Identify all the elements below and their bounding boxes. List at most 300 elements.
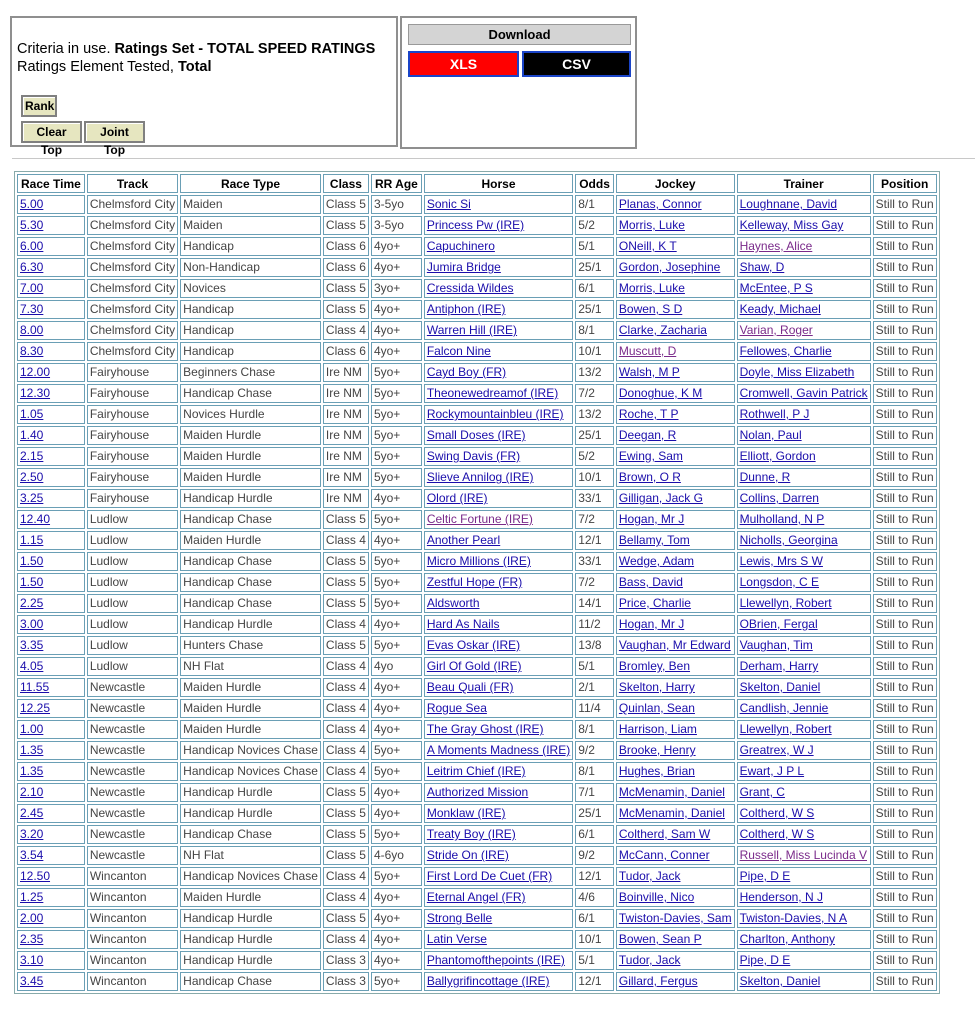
trainer-link[interactable]: Keady, Michael	[739, 302, 821, 316]
cell-trainer	[737, 678, 871, 697]
xls-download-button[interactable]: XLS	[408, 51, 519, 77]
horse-link[interactable]: Cressida Wildes	[426, 281, 514, 295]
jockey-link[interactable]: Bowen, Sean P	[618, 932, 702, 946]
race-time-link[interactable]: 12.50	[20, 869, 51, 883]
cell-rr-age: 4yo+	[371, 699, 422, 718]
race-time-link[interactable]: 2.15	[20, 449, 44, 463]
race-time-link[interactable]: 3.35	[20, 638, 44, 652]
cell-track: Wincanton	[87, 930, 178, 949]
cell-trainer	[737, 825, 871, 844]
jockey-link[interactable]: Brown, O R	[618, 470, 681, 484]
table-row	[17, 846, 937, 865]
race-time-link[interactable]: 3.20	[20, 827, 44, 841]
jockey-link[interactable]: McCann, Conner	[618, 848, 710, 862]
cell-class: Class 5	[323, 573, 369, 592]
cell-horse	[424, 615, 573, 634]
race-time-link[interactable]: 8.30	[20, 344, 44, 358]
race-time-link[interactable]: 6.30	[20, 260, 44, 274]
cell-race-time	[17, 594, 85, 613]
trainer-link[interactable]: Skelton, Daniel	[739, 974, 821, 988]
cell-trainer	[737, 951, 871, 970]
jockey-link[interactable]: Bellamy, Tom	[618, 533, 690, 547]
trainer-link[interactable]: Grant, C	[739, 785, 785, 799]
race-time-link[interactable]: 2.35	[20, 932, 44, 946]
cell-track: Wincanton	[87, 951, 178, 970]
trainer-link[interactable]: Derham, Harry	[739, 659, 819, 673]
jockey-link[interactable]: Morris, Luke	[618, 281, 685, 295]
cell-horse	[424, 678, 573, 697]
trainer-link[interactable]: Skelton, Daniel	[739, 680, 821, 694]
jockey-link[interactable]: Donoghue, K M	[618, 386, 703, 400]
jockey-link[interactable]: Hogan, Mr J	[618, 512, 685, 526]
trainer-link[interactable]: Greatrex, W J	[739, 743, 814, 757]
horse-link[interactable]: Swing Davis (FR)	[426, 449, 521, 463]
jockey-link[interactable]: Tudor, Jack	[618, 869, 681, 883]
horse-link[interactable]: Monklaw (IRE)	[426, 806, 506, 820]
race-time-link[interactable]: 12.30	[20, 386, 51, 400]
race-time-link[interactable]: 3.45	[20, 974, 44, 988]
horse-link[interactable]: Eternal Angel (FR)	[426, 890, 526, 904]
race-time-link[interactable]: 12.00	[20, 365, 51, 379]
race-time-link[interactable]: 8.00	[20, 323, 44, 337]
trainer-link[interactable]: Kelleway, Miss Gay	[739, 218, 844, 232]
table-row	[17, 951, 937, 970]
jockey-link[interactable]: Tudor, Jack	[618, 953, 681, 967]
cell-jockey	[616, 552, 735, 571]
jockey-link[interactable]: Harrison, Liam	[618, 722, 697, 736]
race-time-link[interactable]: 7.00	[20, 281, 44, 295]
table-row	[17, 888, 937, 907]
cell-position: Still to Run	[873, 405, 937, 424]
trainer-link[interactable]: Longsdon, C E	[739, 575, 819, 589]
horse-link[interactable]: Hard As Nails	[426, 617, 500, 631]
horse-link[interactable]: Falcon Nine	[426, 344, 491, 358]
cell-race-time	[17, 195, 85, 214]
horse-link[interactable]: Rockymountainbleu (IRE)	[426, 407, 564, 421]
jockey-link[interactable]: Clarke, Zacharia	[618, 323, 707, 337]
jockey-link[interactable]: Twiston-Davies, Sam	[618, 911, 732, 925]
cell-class: Class 6	[323, 237, 369, 256]
horse-link[interactable]: A Moments Madness (IRE)	[426, 743, 571, 757]
cell-race-time	[17, 825, 85, 844]
cell-position: Still to Run	[873, 846, 937, 865]
cell-horse	[424, 720, 573, 739]
cell-rr-age: 4yo+	[371, 300, 422, 319]
criteria-prefix: Criteria in use.	[17, 41, 115, 57]
cell-horse	[424, 447, 573, 466]
cell-race-time	[17, 720, 85, 739]
race-time-link[interactable]: 5.00	[20, 197, 44, 211]
horse-link[interactable]: Antiphon (IRE)	[426, 302, 506, 316]
cell-rr-age: 5yo+	[371, 405, 422, 424]
cell-track: Ludlow	[87, 636, 178, 655]
horse-link[interactable]: The Gray Ghost (IRE)	[426, 722, 544, 736]
cell-position: Still to Run	[873, 510, 937, 529]
cell-odds: 4/6	[575, 888, 614, 907]
cell-jockey	[616, 573, 735, 592]
jockey-link[interactable]: Price, Charlie	[618, 596, 691, 610]
cell-track: Newcastle	[87, 699, 178, 718]
cell-race-time	[17, 636, 85, 655]
jockey-link[interactable]: Planas, Connor	[618, 197, 702, 211]
cell-position: Still to Run	[873, 195, 937, 214]
jockey-link[interactable]: Gilligan, Jack G	[618, 491, 703, 505]
trainer-link[interactable]: McEntee, P S	[739, 281, 813, 295]
jockey-link[interactable]: Bromley, Ben	[618, 659, 691, 673]
trainer-link[interactable]: Twiston-Davies, N A	[739, 911, 847, 925]
race-time-link[interactable]: 6.00	[20, 239, 44, 253]
cell-position: Still to Run	[873, 258, 937, 277]
column-header-race-type: Race Type	[180, 174, 321, 193]
race-time-link[interactable]: 2.50	[20, 470, 44, 484]
jockey-link[interactable]: Morris, Luke	[618, 218, 685, 232]
csv-download-button[interactable]: CSV	[522, 51, 631, 77]
horse-link[interactable]: Latin Verse	[426, 932, 487, 946]
cell-rr-age: 3-5yo	[371, 195, 422, 214]
cell-position: Still to Run	[873, 699, 937, 718]
cell-position: Still to Run	[873, 636, 937, 655]
cell-jockey	[616, 342, 735, 361]
jockey-link[interactable]: Gillard, Fergus	[618, 974, 698, 988]
cell-horse	[424, 468, 573, 487]
trainer-link[interactable]: Russell, Miss Lucinda V	[739, 848, 867, 862]
cell-position: Still to Run	[873, 489, 937, 508]
table-row	[17, 363, 937, 382]
race-time-link[interactable]: 12.40	[20, 512, 51, 526]
cell-odds: 7/2	[575, 510, 614, 529]
cell-trainer	[737, 972, 871, 991]
cell-jockey	[616, 762, 735, 781]
jockey-link[interactable]: Brooke, Henry	[618, 743, 696, 757]
cell-position: Still to Run	[873, 384, 937, 403]
cell-race-type: Handicap Chase	[180, 384, 321, 403]
table-row	[17, 195, 937, 214]
jockey-link[interactable]: Bass, David	[618, 575, 683, 589]
cell-position: Still to Run	[873, 762, 937, 781]
cell-trainer	[737, 741, 871, 760]
cell-track: Chelmsford City	[87, 321, 178, 340]
race-time-link[interactable]: 11.55	[20, 680, 50, 694]
cell-race-type: Maiden Hurdle	[180, 720, 321, 739]
horse-link[interactable]: Evas Oskar (IRE)	[426, 638, 521, 652]
clear-top-button[interactable]: Clear Top	[21, 121, 82, 143]
trainer-link[interactable]: Mulholland, N P	[739, 512, 825, 526]
horse-link[interactable]: Sonic Si	[426, 197, 471, 211]
cell-race-time	[17, 678, 85, 697]
cell-rr-age: 4yo+	[371, 489, 422, 508]
cell-jockey	[616, 783, 735, 802]
horse-link[interactable]: Slieve Annilog (IRE)	[426, 470, 534, 484]
jockey-link[interactable]: ONeill, K T	[618, 239, 677, 253]
cell-race-time	[17, 384, 85, 403]
trainer-link[interactable]: Vaughan, Tim	[739, 638, 813, 652]
cell-odds: 7/1	[575, 783, 614, 802]
horse-link[interactable]: Jumira Bridge	[426, 260, 501, 274]
race-time-link[interactable]: 1.35	[20, 743, 44, 757]
trainer-link[interactable]: Dunne, R	[739, 470, 791, 484]
trainer-link[interactable]: Henderson, N J	[739, 890, 823, 904]
horse-link[interactable]: Small Doses (IRE)	[426, 428, 526, 442]
cell-track: Ludlow	[87, 594, 178, 613]
jockey-link[interactable]: Bowen, S D	[618, 302, 683, 316]
trainer-link[interactable]: Varian, Roger	[739, 323, 813, 337]
race-time-link[interactable]: 5.30	[20, 218, 44, 232]
cell-position: Still to Run	[873, 657, 937, 676]
race-time-link[interactable]: 1.35	[20, 764, 44, 778]
jockey-link[interactable]: Coltherd, Sam W	[618, 827, 711, 841]
table-row	[17, 237, 937, 256]
cell-odds: 7/2	[575, 573, 614, 592]
race-time-link[interactable]: 1.50	[20, 575, 44, 589]
cell-odds: 14/1	[575, 594, 614, 613]
jockey-link[interactable]: Boinville, Nico	[618, 890, 695, 904]
cell-rr-age: 4yo+	[371, 237, 422, 256]
cell-position: Still to Run	[873, 363, 937, 382]
cell-track: Newcastle	[87, 825, 178, 844]
race-time-link[interactable]: 1.00	[20, 722, 44, 736]
cell-horse	[424, 216, 573, 235]
cell-jockey	[616, 615, 735, 634]
trainer-link[interactable]: Candlish, Jennie	[739, 701, 829, 715]
horse-link[interactable]: Strong Belle	[426, 911, 493, 925]
cell-class: Class 4	[323, 657, 369, 676]
cell-position: Still to Run	[873, 237, 937, 256]
horse-link[interactable]: Treaty Boy (IRE)	[426, 827, 516, 841]
cell-race-type: Handicap Hurdle	[180, 489, 321, 508]
horse-link[interactable]: Theonewedreamof (IRE)	[426, 386, 559, 400]
race-time-link[interactable]: 3.25	[20, 491, 44, 505]
jockey-link[interactable]: Vaughan, Mr Edward	[618, 638, 731, 652]
race-time-link[interactable]: 12.25	[20, 701, 51, 715]
trainer-link[interactable]: Shaw, D	[739, 260, 785, 274]
race-time-link[interactable]: 4.05	[20, 659, 44, 673]
trainer-link[interactable]: Coltherd, W S	[739, 806, 815, 820]
trainer-link[interactable]: Pipe, D E	[739, 869, 791, 883]
trainer-link[interactable]: Coltherd, W S	[739, 827, 815, 841]
cell-class: Class 5	[323, 909, 369, 928]
cell-trainer	[737, 783, 871, 802]
cell-race-type: Maiden	[180, 195, 321, 214]
cell-horse	[424, 867, 573, 886]
cell-horse	[424, 594, 573, 613]
cell-jockey	[616, 489, 735, 508]
race-time-link[interactable]: 7.30	[20, 302, 44, 316]
jockey-link[interactable]: McMenamin, Daniel	[618, 806, 725, 820]
races-table	[14, 171, 940, 994]
cell-track: Chelmsford City	[87, 195, 178, 214]
horse-link[interactable]: Cayd Boy (FR)	[426, 365, 507, 379]
jockey-link[interactable]: Muscutt, D	[618, 344, 677, 358]
cell-class: Ire NM	[323, 405, 369, 424]
horse-link[interactable]: Ballygrifincottage (IRE)	[426, 974, 550, 988]
cell-jockey	[616, 951, 735, 970]
cell-class: Class 3	[323, 972, 369, 991]
trainer-link[interactable]: Elliott, Gordon	[739, 449, 816, 463]
column-header-trainer: Trainer	[737, 174, 871, 193]
cell-race-time	[17, 468, 85, 487]
jockey-link[interactable]: Wedge, Adam	[618, 554, 695, 568]
cell-race-type: Novices Hurdle	[180, 405, 321, 424]
trainer-link[interactable]: Llewellyn, Robert	[739, 596, 832, 610]
cell-class: Class 4	[323, 888, 369, 907]
cell-race-type: NH Flat	[180, 657, 321, 676]
trainer-link[interactable]: Cromwell, Gavin Patrick	[739, 386, 868, 400]
trainer-link[interactable]: OBrien, Fergal	[739, 617, 818, 631]
trainer-link[interactable]: Llewellyn, Robert	[739, 722, 832, 736]
race-time-link[interactable]: 1.05	[20, 407, 44, 421]
horse-link[interactable]: Princess Pw (IRE)	[426, 218, 525, 232]
cell-race-type: Maiden Hurdle	[180, 888, 321, 907]
cell-class: Class 5	[323, 216, 369, 235]
trainer-link[interactable]: Pipe, D E	[739, 953, 791, 967]
table-row	[17, 300, 937, 319]
cell-class: Class 4	[323, 531, 369, 550]
trainer-link[interactable]: Doyle, Miss Elizabeth	[739, 365, 855, 379]
joint-top-button[interactable]: Joint Top	[84, 121, 145, 143]
cell-horse	[424, 657, 573, 676]
horse-link[interactable]: Rogue Sea	[426, 701, 487, 715]
trainer-link[interactable]: Charlton, Anthony	[739, 932, 835, 946]
cell-jockey	[616, 657, 735, 676]
race-time-link[interactable]: 3.54	[20, 848, 44, 862]
cell-position: Still to Run	[873, 615, 937, 634]
horse-link[interactable]: Aldsworth	[426, 596, 480, 610]
trainer-link[interactable]: Rothwell, P J	[739, 407, 810, 421]
rank-button[interactable]: Rank	[21, 95, 57, 117]
cell-race-time	[17, 279, 85, 298]
jockey-link[interactable]: Gordon, Josephine	[618, 260, 721, 274]
race-time-link[interactable]: 2.45	[20, 806, 44, 820]
cell-track: Fairyhouse	[87, 426, 178, 445]
cell-class: Ire NM	[323, 489, 369, 508]
horse-link[interactable]: Stride On (IRE)	[426, 848, 509, 862]
jockey-link[interactable]: Hogan, Mr J	[618, 617, 685, 631]
table-row	[17, 216, 937, 235]
cell-jockey	[616, 888, 735, 907]
criteria-panel	[10, 16, 398, 157]
cell-race-time	[17, 972, 85, 991]
cell-class: Class 4	[323, 741, 369, 760]
jockey-link[interactable]: Ewing, Sam	[618, 449, 683, 463]
table-row	[17, 342, 937, 361]
horse-link[interactable]: Warren Hill (IRE)	[426, 323, 518, 337]
jockey-link[interactable]: Roche, T P	[618, 407, 679, 421]
horse-link[interactable]: Leitrim Chief (IRE)	[426, 764, 526, 778]
horse-link[interactable]: Olord (IRE)	[426, 491, 488, 505]
race-time-link[interactable]: 1.40	[20, 428, 44, 442]
trainer-link[interactable]: Collins, Darren	[739, 491, 819, 505]
cell-race-time	[17, 426, 85, 445]
cell-horse	[424, 573, 573, 592]
cell-track: Wincanton	[87, 972, 178, 991]
cell-jockey	[616, 258, 735, 277]
jockey-link[interactable]: Skelton, Harry	[618, 680, 695, 694]
cell-jockey	[616, 867, 735, 886]
trainer-link[interactable]: Ewart, J P L	[739, 764, 805, 778]
race-time-link[interactable]: 1.15	[20, 533, 44, 547]
race-time-link[interactable]: 1.25	[20, 890, 44, 904]
jockey-link[interactable]: Quinlan, Sean	[618, 701, 695, 715]
horse-link[interactable]: Zestful Hope (FR)	[426, 575, 523, 589]
cell-track: Wincanton	[87, 888, 178, 907]
cell-trainer	[737, 846, 871, 865]
race-time-link[interactable]: 3.00	[20, 617, 44, 631]
cell-trainer	[737, 531, 871, 550]
cell-class: Class 4	[323, 720, 369, 739]
cell-trainer	[737, 636, 871, 655]
race-time-link[interactable]: 1.50	[20, 554, 44, 568]
cell-horse	[424, 384, 573, 403]
horse-link[interactable]: Phantomofthepoints (IRE)	[426, 953, 565, 967]
cell-position: Still to Run	[873, 825, 937, 844]
table-row	[17, 930, 937, 949]
horse-link[interactable]: Celtic Fortune (IRE)	[426, 512, 533, 526]
cell-track: Newcastle	[87, 741, 178, 760]
cell-trainer	[737, 447, 871, 466]
cell-race-time	[17, 531, 85, 550]
jockey-link[interactable]: Hughes, Brian	[618, 764, 695, 778]
race-time-link[interactable]: 2.00	[20, 911, 44, 925]
jockey-link[interactable]: McMenamin, Daniel	[618, 785, 725, 799]
jockey-link[interactable]: Deegan, R	[618, 428, 677, 442]
cell-track: Newcastle	[87, 846, 178, 865]
cell-position: Still to Run	[873, 867, 937, 886]
cell-race-time	[17, 909, 85, 928]
trainer-link[interactable]: Loughnane, David	[739, 197, 838, 211]
cell-race-time	[17, 552, 85, 571]
ratings-element-value: Total	[177, 59, 212, 75]
horse-link[interactable]: Another Pearl	[426, 533, 501, 547]
trainer-link[interactable]: Nolan, Paul	[739, 428, 802, 442]
jockey-link[interactable]: Walsh, M P	[618, 365, 680, 379]
cell-odds: 5/2	[575, 447, 614, 466]
horse-link[interactable]: Capuchinero	[426, 239, 495, 253]
cell-trainer	[737, 237, 871, 256]
trainer-link[interactable]: Fellowes, Charlie	[739, 344, 832, 358]
cell-race-type: Handicap Hurdle	[180, 951, 321, 970]
cell-rr-age: 4yo+	[371, 804, 422, 823]
trainer-link[interactable]: Nicholls, Georgina	[739, 533, 838, 547]
table-row	[17, 573, 937, 592]
trainer-link[interactable]: Haynes, Alice	[739, 239, 813, 253]
cell-race-time	[17, 342, 85, 361]
cell-race-type: Handicap Chase	[180, 510, 321, 529]
race-time-link[interactable]: 2.25	[20, 596, 44, 610]
cell-trainer	[737, 888, 871, 907]
horse-link[interactable]: Girl Of Gold (IRE)	[426, 659, 522, 673]
cell-race-time	[17, 363, 85, 382]
cell-horse	[424, 804, 573, 823]
cell-race-type: Handicap Novices Chase	[180, 762, 321, 781]
horse-link[interactable]: Authorized Mission	[426, 785, 529, 799]
horse-link[interactable]: Beau Quali (FR)	[426, 680, 514, 694]
horse-link[interactable]: First Lord De Cuet (FR)	[426, 869, 553, 883]
cell-trainer	[737, 804, 871, 823]
cell-position: Still to Run	[873, 888, 937, 907]
cell-race-time	[17, 615, 85, 634]
table-row	[17, 321, 937, 340]
cell-rr-age: 5yo+	[371, 363, 422, 382]
race-time-link[interactable]: 3.10	[20, 953, 44, 967]
trainer-link[interactable]: Lewis, Mrs S W	[739, 554, 823, 568]
race-time-link[interactable]: 2.10	[20, 785, 44, 799]
horse-link[interactable]: Micro Millions (IRE)	[426, 554, 531, 568]
cell-horse	[424, 762, 573, 781]
cell-odds: 25/1	[575, 804, 614, 823]
cell-odds: 25/1	[575, 300, 614, 319]
cell-race-type: Maiden Hurdle	[180, 699, 321, 718]
cell-track: Newcastle	[87, 783, 178, 802]
